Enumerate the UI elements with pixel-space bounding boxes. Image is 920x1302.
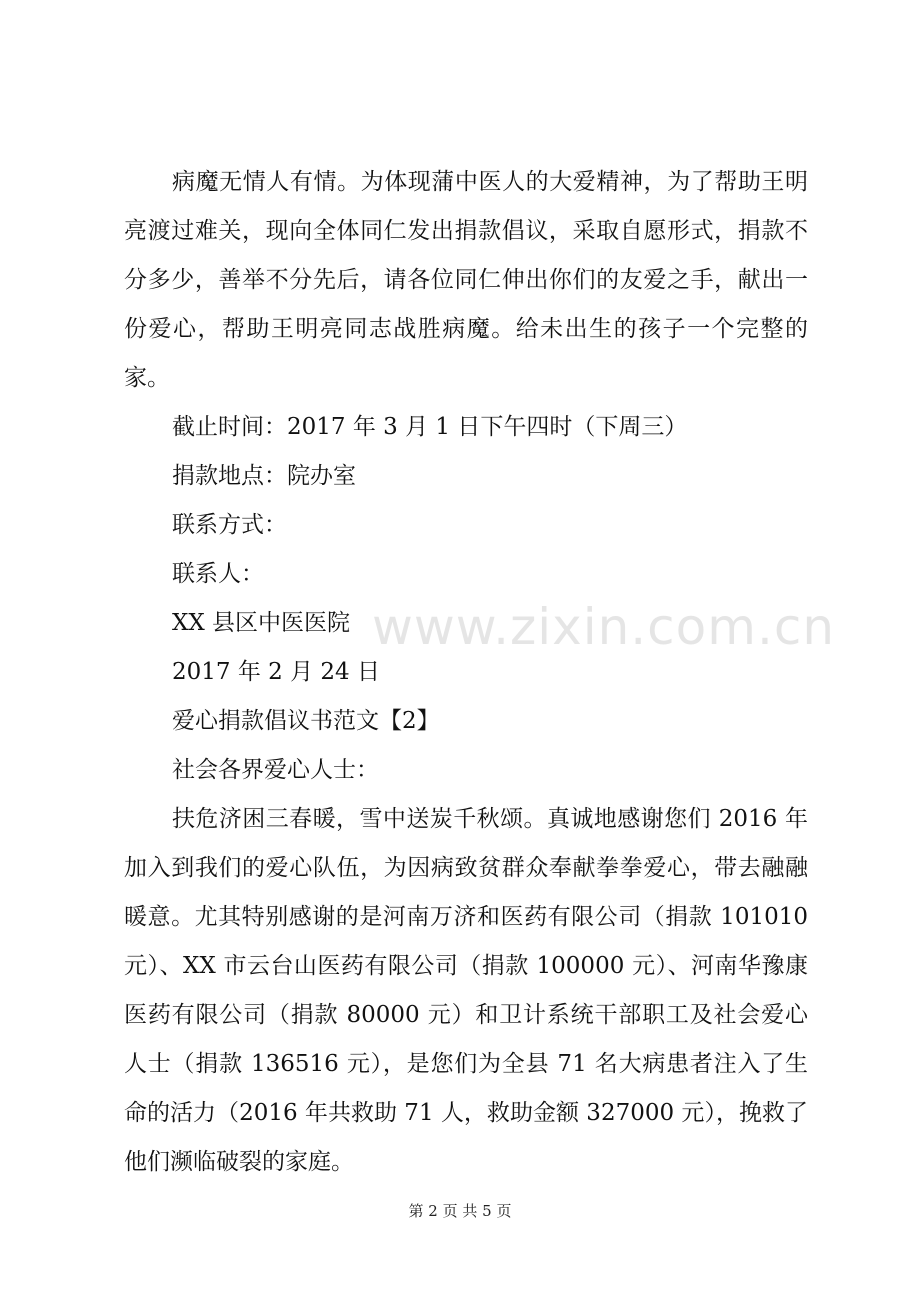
organization-line: XX 县区中医医院: [172, 610, 351, 636]
location-line: 捐款地点：院办室: [172, 463, 356, 489]
document-body: [124, 158, 808, 1187]
section-heading: 爱心捐款倡议书范文【2】: [172, 708, 440, 734]
contact-person-line: 联系人：: [172, 561, 264, 587]
date-line: 2017 年 2 月 24 日: [172, 659, 380, 685]
deadline-line: 截止时间：2017 年 3 月 1 日下午四时（下周三）: [172, 414, 688, 440]
contact-method-line: 联系方式：: [172, 512, 287, 538]
watermark: www.zixin.com.cn: [372, 598, 836, 656]
page-footer: 第 2 页 共 5 页: [408, 1202, 512, 1220]
paragraph-thanks: 扶危济困三春暖，雪中送炭千秋颂。真诚地感谢您们 2016 年加入到我们的爱心队伍，为因病致贫群众奉献拳拳爱心，带去融融暖意。尤其特别感谢的是河南万济和医药有限公司（捐款 101010 元）、XX 市云台山医药有限公司（捐款 100000 元）、河南华豫康医药有限公司（捐款 80000 元）和卫计系统干部职工及社会爱心人士（捐款 136516 元），是您们为全县 71 名大病患者注入了生命的活力（2016 年共救助 71 人，救助金额 327000 元），挽救了他们濒临破裂的家庭。: [124, 806, 808, 1175]
paragraph-appeal: 病魔无情人有情。为体现蒲中医人的大爱精神，为了帮助王明亮渡过难关，现向全体同仁发出捐款倡议，采取自愿形式，捐款不分多少，善举不分先后，请各位同仁伸出你们的友爱之手，献出一份爱心，帮助王明亮同志战胜病魔。给未出生的孩子一个完整的家。: [124, 169, 808, 391]
salutation-line: 社会各界爱心人士：: [172, 757, 379, 783]
